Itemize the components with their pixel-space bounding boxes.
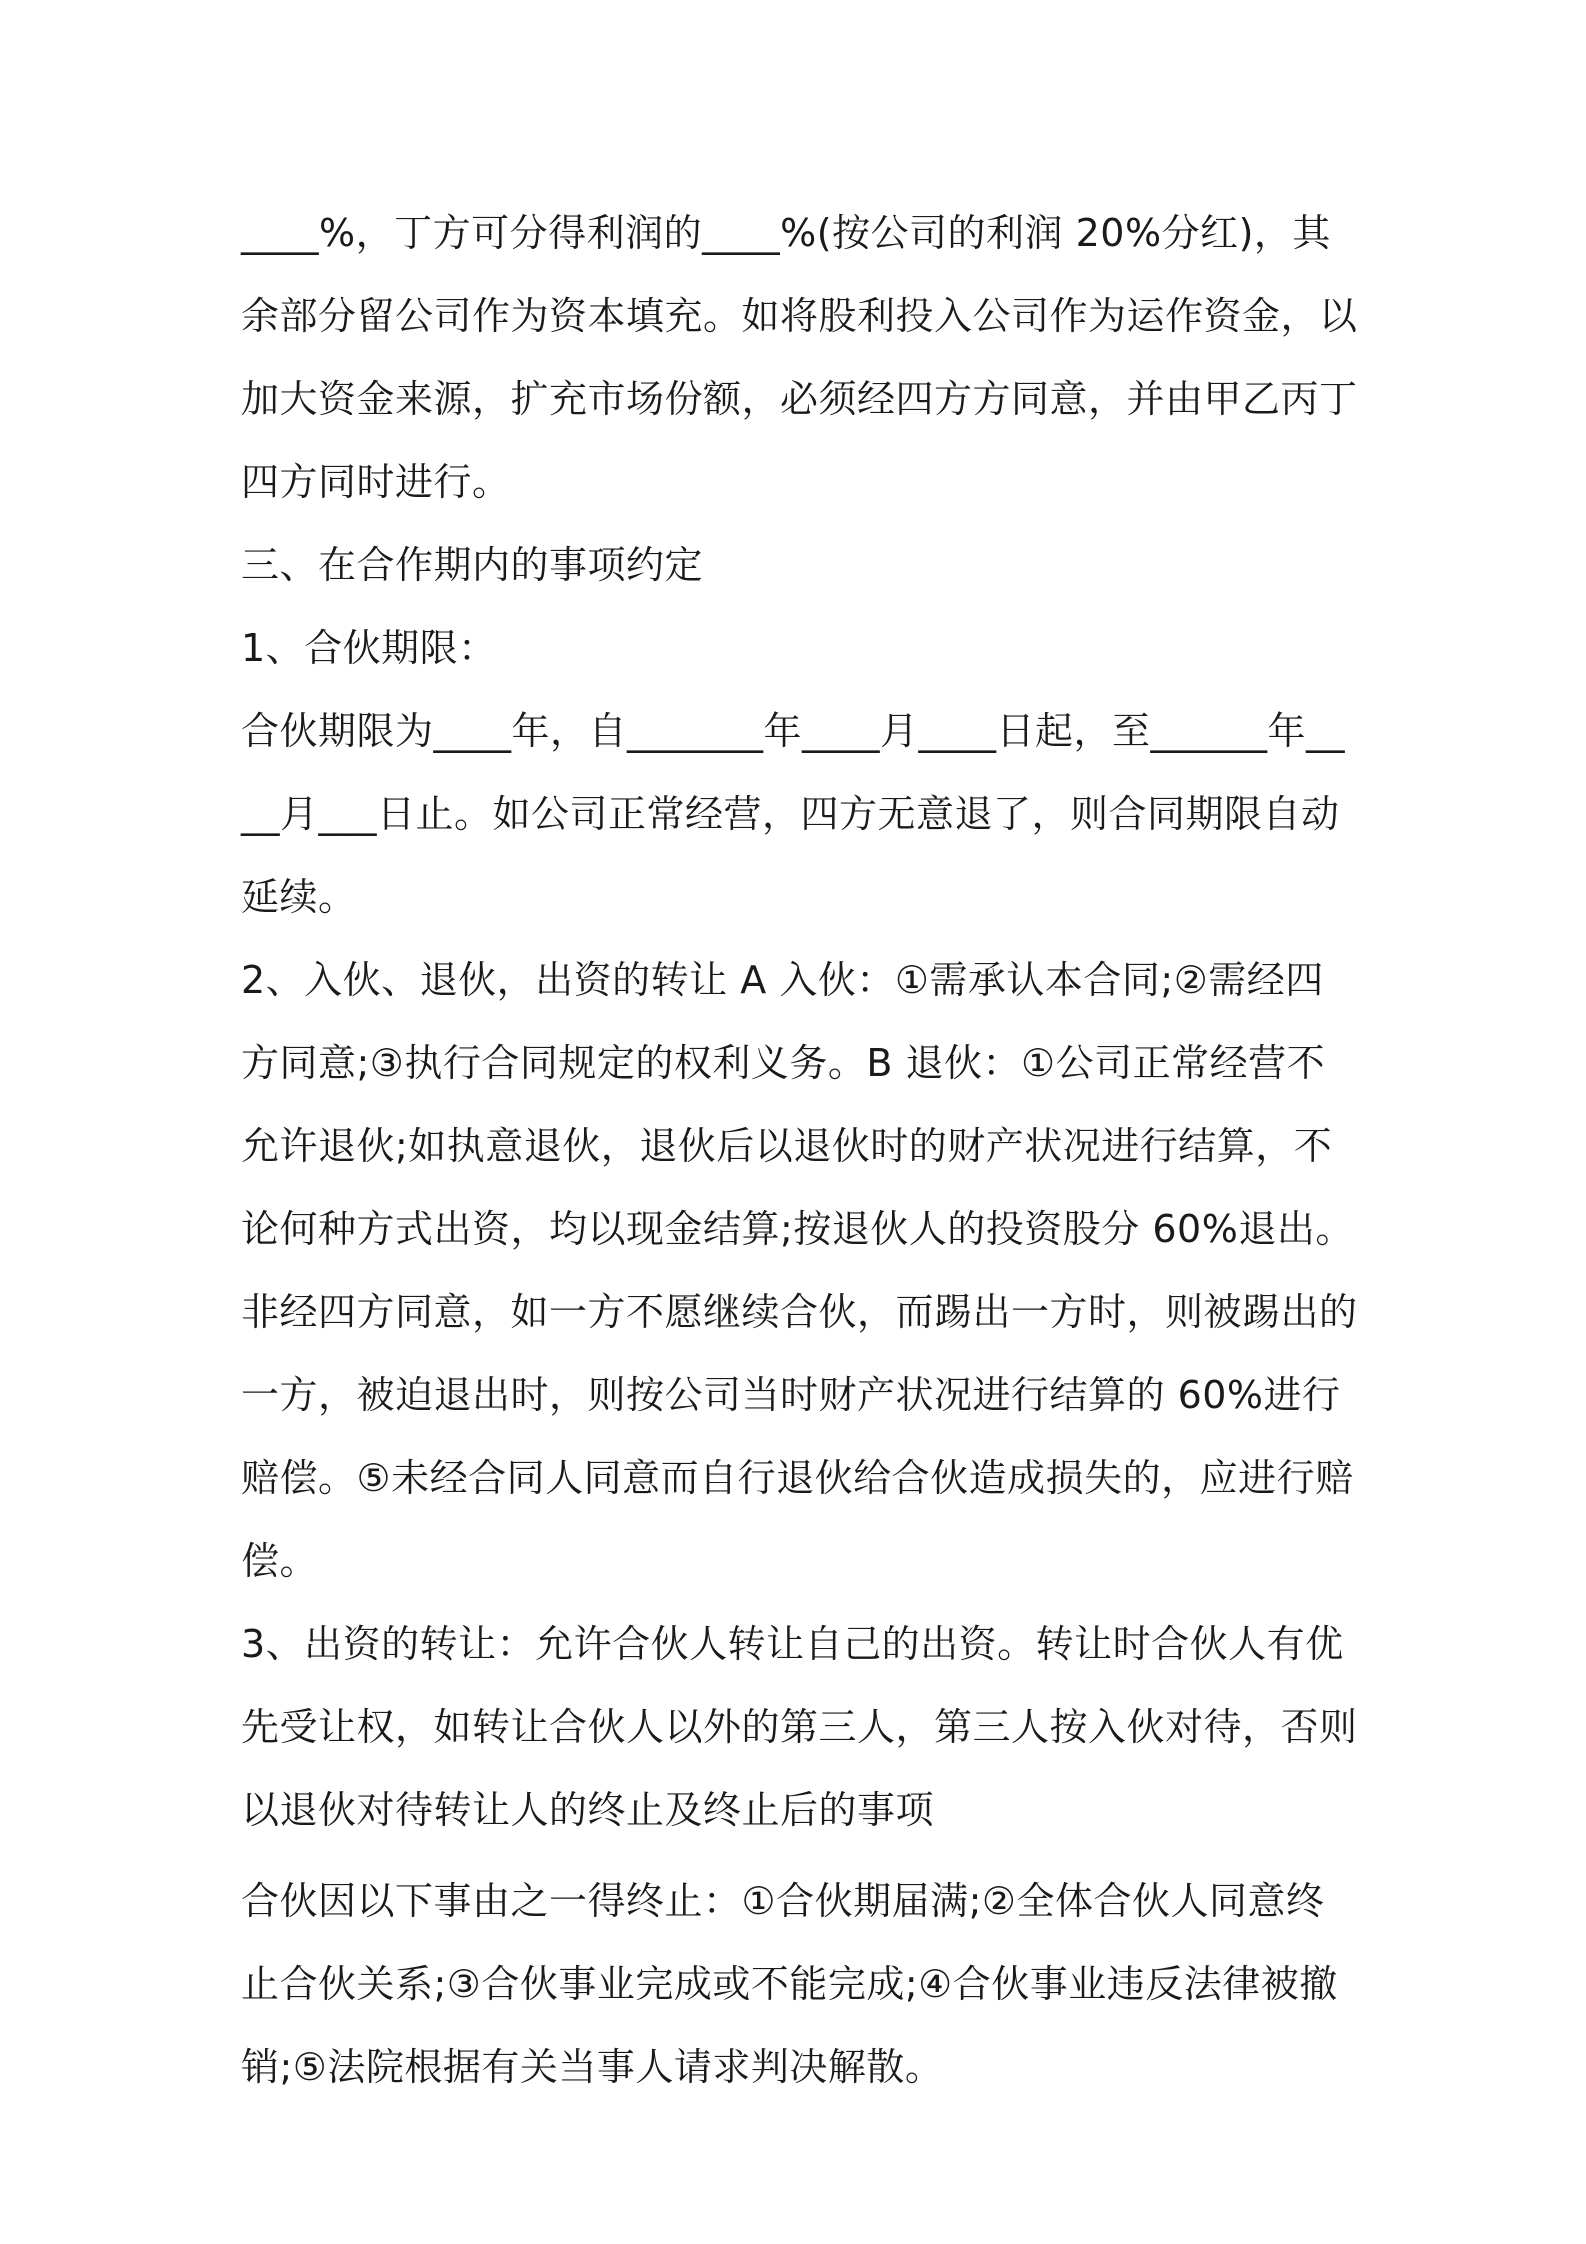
clause-heading-partnership-term: 1、合伙期限： xyxy=(241,626,497,670)
paragraph-termination: 合伙因以下事由之一得终止：①合伙期届满;②全体合伙人同意终止合伙关系;③合伙事业完成或不能完成;④合伙事业违反法律被撤销;⑤法院根据有关当事人请求判决解散。 xyxy=(241,1879,1338,2089)
document-body xyxy=(241,192,1361,2109)
paragraph-profit-distribution: ____%，丁方可分得利润的____%(按公司的利润 20%分红)，其余部分留公司作为资本填充。如将股利投入公司作为运作资金，以加大资金来源，扩充市场份额，必须经四方方同意，并由甲乙丙丁四方同时进行。 xyxy=(241,211,1358,504)
section-heading-cooperation-terms: 三、在合作期内的事项约定 xyxy=(241,543,704,587)
paragraph-capital-transfer: 3、出资的转让：允许合伙人转让自己的出资。转让时合伙人有优先受让权，如转让合伙人以外的第三人，第三人按入伙对待，否则以退伙对待转让人的终止及终止后的事项 xyxy=(241,1622,1358,1832)
paragraph-partnership-term: 合伙期限为____年，自_______年____月____日起，至______年____月___日止。如公司正常经营，四方无意退了，则合同期限自动延续。 xyxy=(241,709,1346,919)
paragraph-joining-withdrawal: 2、入伙、退伙，出资的转让 A 入伙：①需承认本合同;②需经四方同意;③执行合同规定的权利义务。B 退伙：①公司正常经营不允许退伙;如执意退伙，退伙后以退伙时的财产状况进行结算，不论何种方式出资，均以现金结算;按退伙人的投资股分 60%退出。非经四方同意，如一方不愿继续合伙，而踢出一方时，则被踢出的一方，被迫退出时，则按公司当时财产状况进行结算的 60%进行赔偿。⑤未经合同人同意而自行退伙给合伙造成损失的，应进行赔偿。 xyxy=(241,958,1358,1583)
